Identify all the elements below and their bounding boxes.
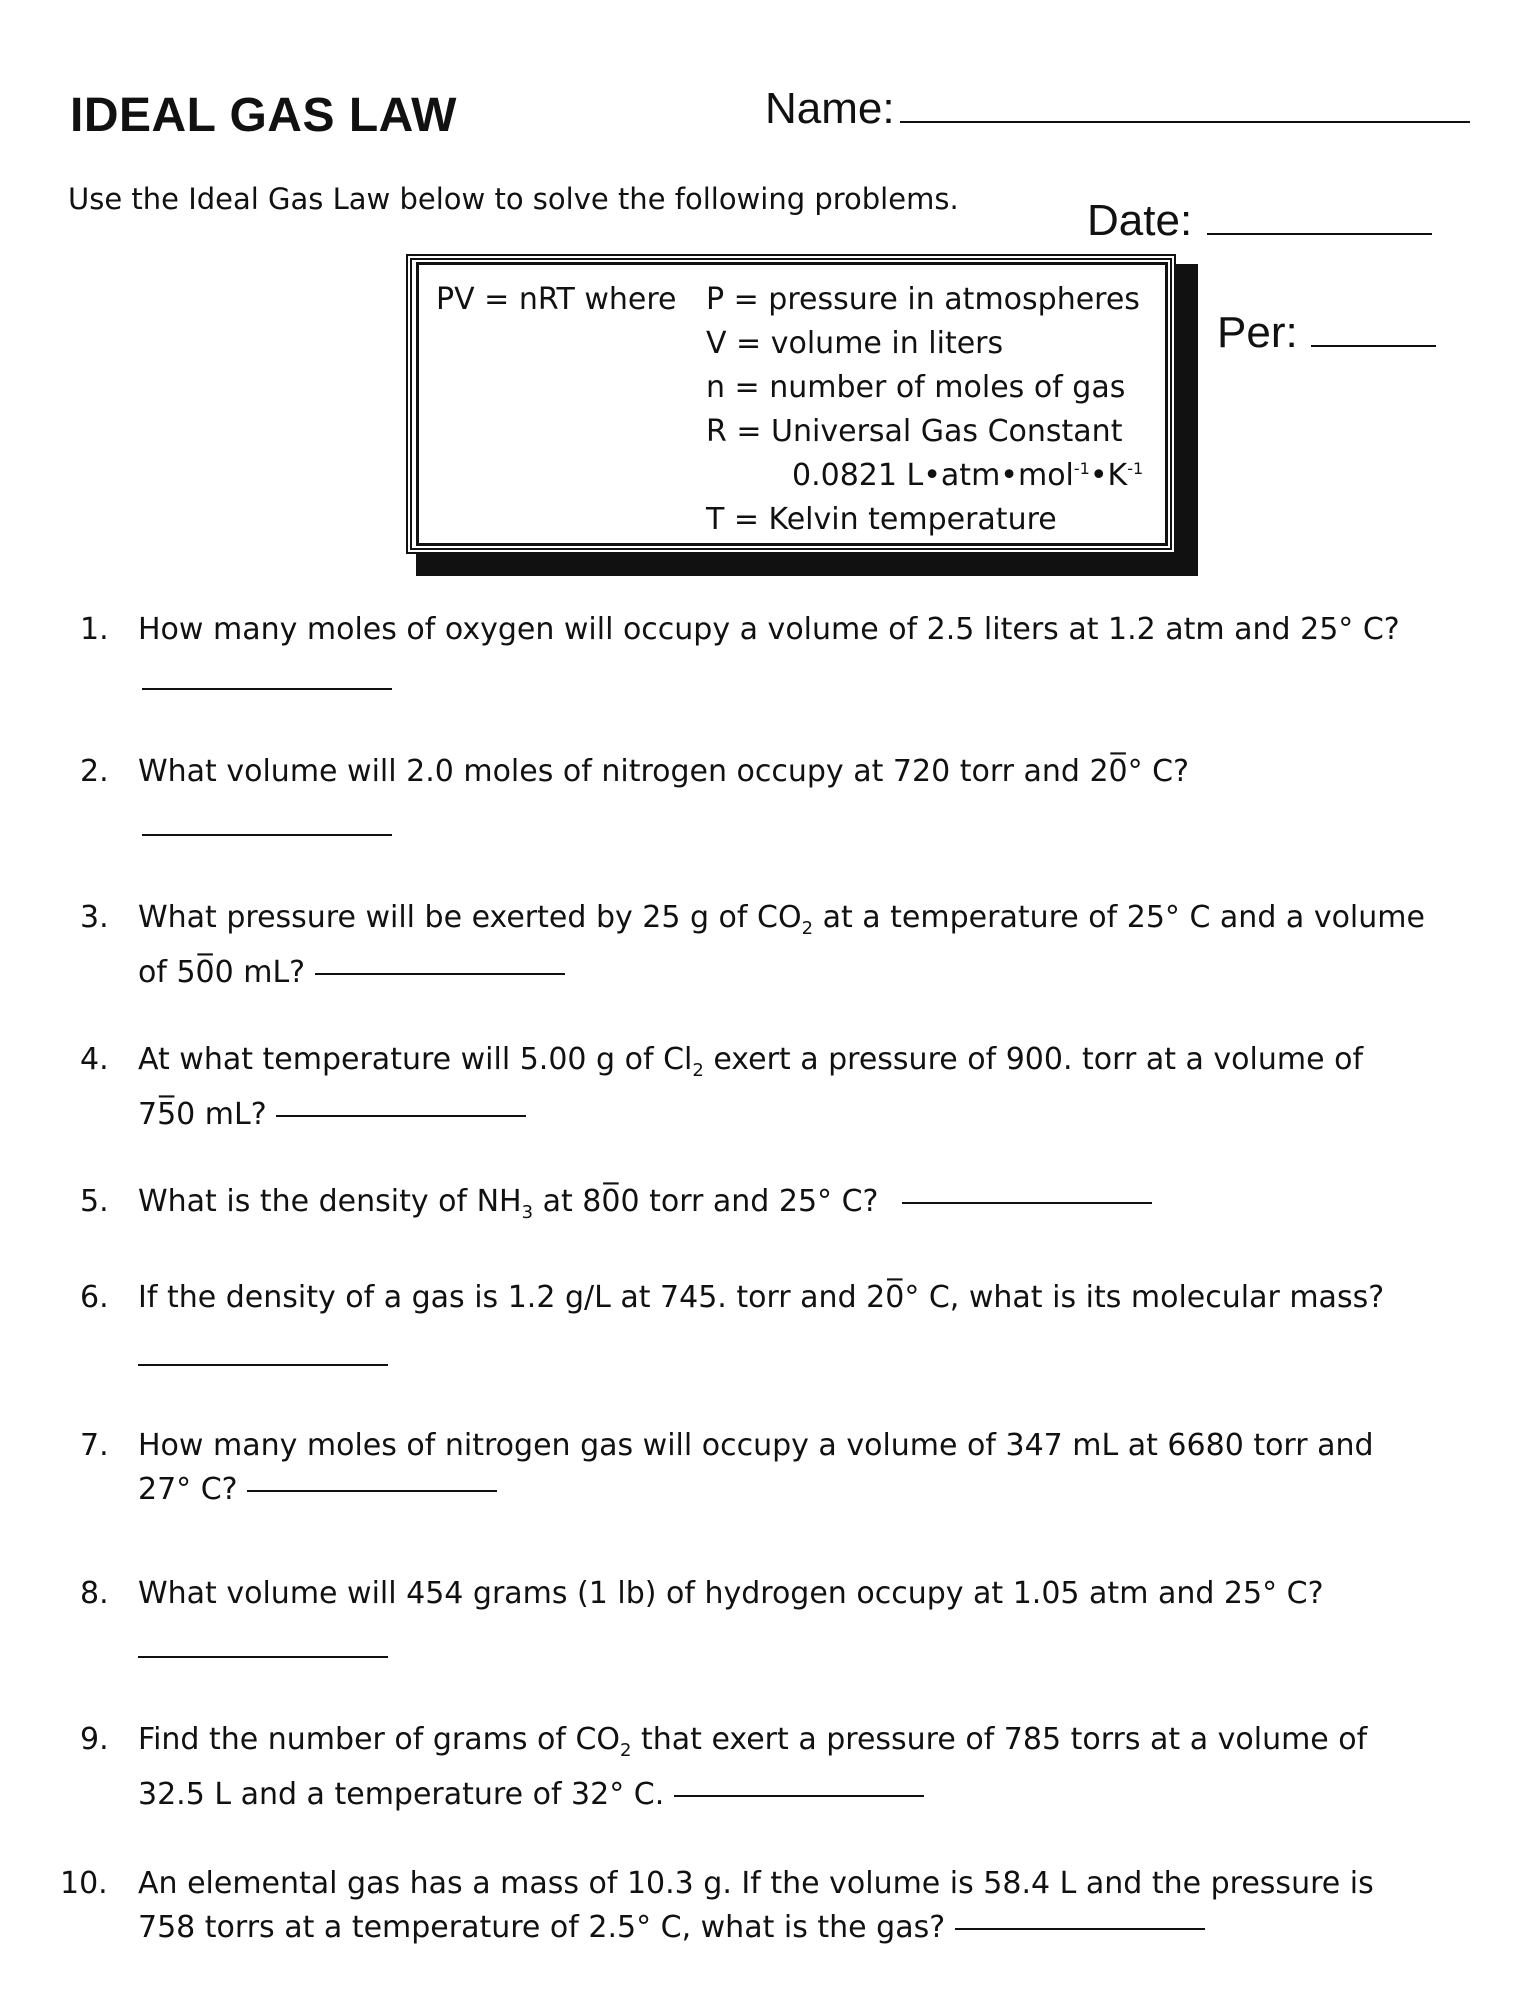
page-title: IDEAL GAS LAW [70, 89, 457, 142]
per-blank[interactable] [1311, 345, 1436, 347]
question-8 [80, 1572, 1324, 1616]
answer-blank-8[interactable] [138, 1644, 388, 1658]
answer-blank-6[interactable] [138, 1352, 388, 1366]
answer-blank-9[interactable] [674, 1794, 924, 1797]
question-text-b: that exert a pressure of 785 torrs at a volume of [631, 1722, 1368, 1757]
gas-constant-units: 0.0821 L•atm•mol [792, 458, 1074, 493]
question-text: What volume will 454 grams (1 lb) of hydrogen occupy at 1.05 atm and 25° C? [138, 1576, 1324, 1611]
pressure-definition: P = pressure in atmospheres [706, 282, 1140, 317]
question-2 [80, 750, 1189, 794]
question-7 [80, 1424, 1374, 1512]
question-5 [80, 1180, 1152, 1235]
mol-exponent: -1 [1073, 459, 1090, 478]
question-text-b: at a temperature of 25° C and a volume [813, 900, 1425, 935]
equation: PV = nRT where [436, 282, 677, 317]
question-text-a: What is the density of NH [138, 1184, 522, 1219]
question-6 [80, 1276, 1384, 1320]
subscript: 2 [801, 918, 814, 939]
question-number: 9. [80, 1722, 109, 1757]
question-text-a: At what temperature will 5.00 g of Cl [138, 1042, 693, 1077]
question-text-a: What pressure will be exerted by 25 g of CO [138, 900, 802, 935]
moles-definition: n = number of moles of gas [706, 370, 1126, 405]
gas-constant-value [792, 458, 1143, 493]
question-number: 2. [80, 754, 109, 789]
question-number: 6. [80, 1280, 109, 1315]
question-text-b: exert a pressure of 900. torr at a volume of [703, 1042, 1364, 1077]
date-field [1087, 196, 1432, 246]
volume-definition: V = volume in liters [706, 326, 1004, 361]
answer-blank-7[interactable] [247, 1489, 497, 1492]
subscript: 2 [620, 1740, 632, 1761]
kelvin-unit: •K [1089, 458, 1128, 493]
subscript: 2 [692, 1060, 704, 1081]
question-text-a: Find the number of grams of CO [138, 1722, 621, 1757]
subscript: 3 [521, 1202, 534, 1223]
answer-blank-3[interactable] [315, 972, 565, 975]
name-label: Name: [765, 84, 895, 133]
question-number: 10. [60, 1866, 108, 1901]
question-number: 8. [80, 1576, 109, 1611]
answer-blank-2[interactable] [142, 822, 392, 836]
answer-blank-4[interactable] [276, 1114, 526, 1117]
question-text: How many moles of nitrogen gas will occupy a volume of 347 mL at 6680 torr and [138, 1428, 1374, 1463]
temperature-definition: T = Kelvin temperature [706, 502, 1057, 537]
answer-blank-10[interactable] [955, 1927, 1205, 1930]
answer-blank-5[interactable] [902, 1201, 1152, 1204]
answer-blank-1[interactable] [142, 676, 392, 690]
question-number: 7. [80, 1428, 109, 1463]
question-text-line2: 75̅0 mL? [138, 1097, 267, 1132]
name-blank[interactable] [900, 121, 1470, 123]
question-number: 4. [80, 1042, 109, 1077]
date-label: Date: [1087, 196, 1193, 245]
question-9 [80, 1718, 1367, 1817]
per-field [1217, 308, 1436, 358]
question-text-line2: 758 torrs at a temperature of 2.5° C, what is the gas? [138, 1910, 946, 1945]
question-text: What volume will 2.0 moles of nitrogen occupy at 720 torr and 20̅° C? [138, 754, 1190, 789]
question-text: An elemental gas has a mass of 10.3 g. If the volume is 58.4 L and the pressure is [138, 1866, 1374, 1901]
gas-constant-definition: R = Universal Gas Constant [706, 414, 1123, 449]
question-text-line2: 32.5 L and a temperature of 32° C. [138, 1777, 665, 1812]
question-number: 3. [80, 900, 109, 935]
question-text-line2: of 50̅0 mL? [138, 955, 306, 990]
name-field [765, 84, 1470, 134]
question-10 [60, 1862, 1374, 1950]
per-label: Per: [1217, 308, 1298, 357]
question-text: If the density of a gas is 1.2 g/L at 745. torr and 20̅° C, what is its molecular mass? [138, 1280, 1385, 1315]
question-1 [80, 608, 1400, 652]
question-number: 1. [80, 612, 109, 647]
instructions: Use the Ideal Gas Law below to solve the following problems. [68, 182, 959, 216]
question-text-b: at 80̅0 torr and 25° C? [533, 1184, 879, 1219]
question-text: How many moles of oxygen will occupy a volume of 2.5 liters at 1.2 atm and 25° C? [138, 612, 1400, 647]
date-blank[interactable] [1207, 233, 1432, 235]
kelvin-exponent: -1 [1127, 459, 1144, 478]
question-4 [80, 1038, 1363, 1137]
question-3 [80, 896, 1425, 995]
question-text-line2: 27° C? [138, 1472, 238, 1507]
question-number: 5. [80, 1184, 109, 1219]
